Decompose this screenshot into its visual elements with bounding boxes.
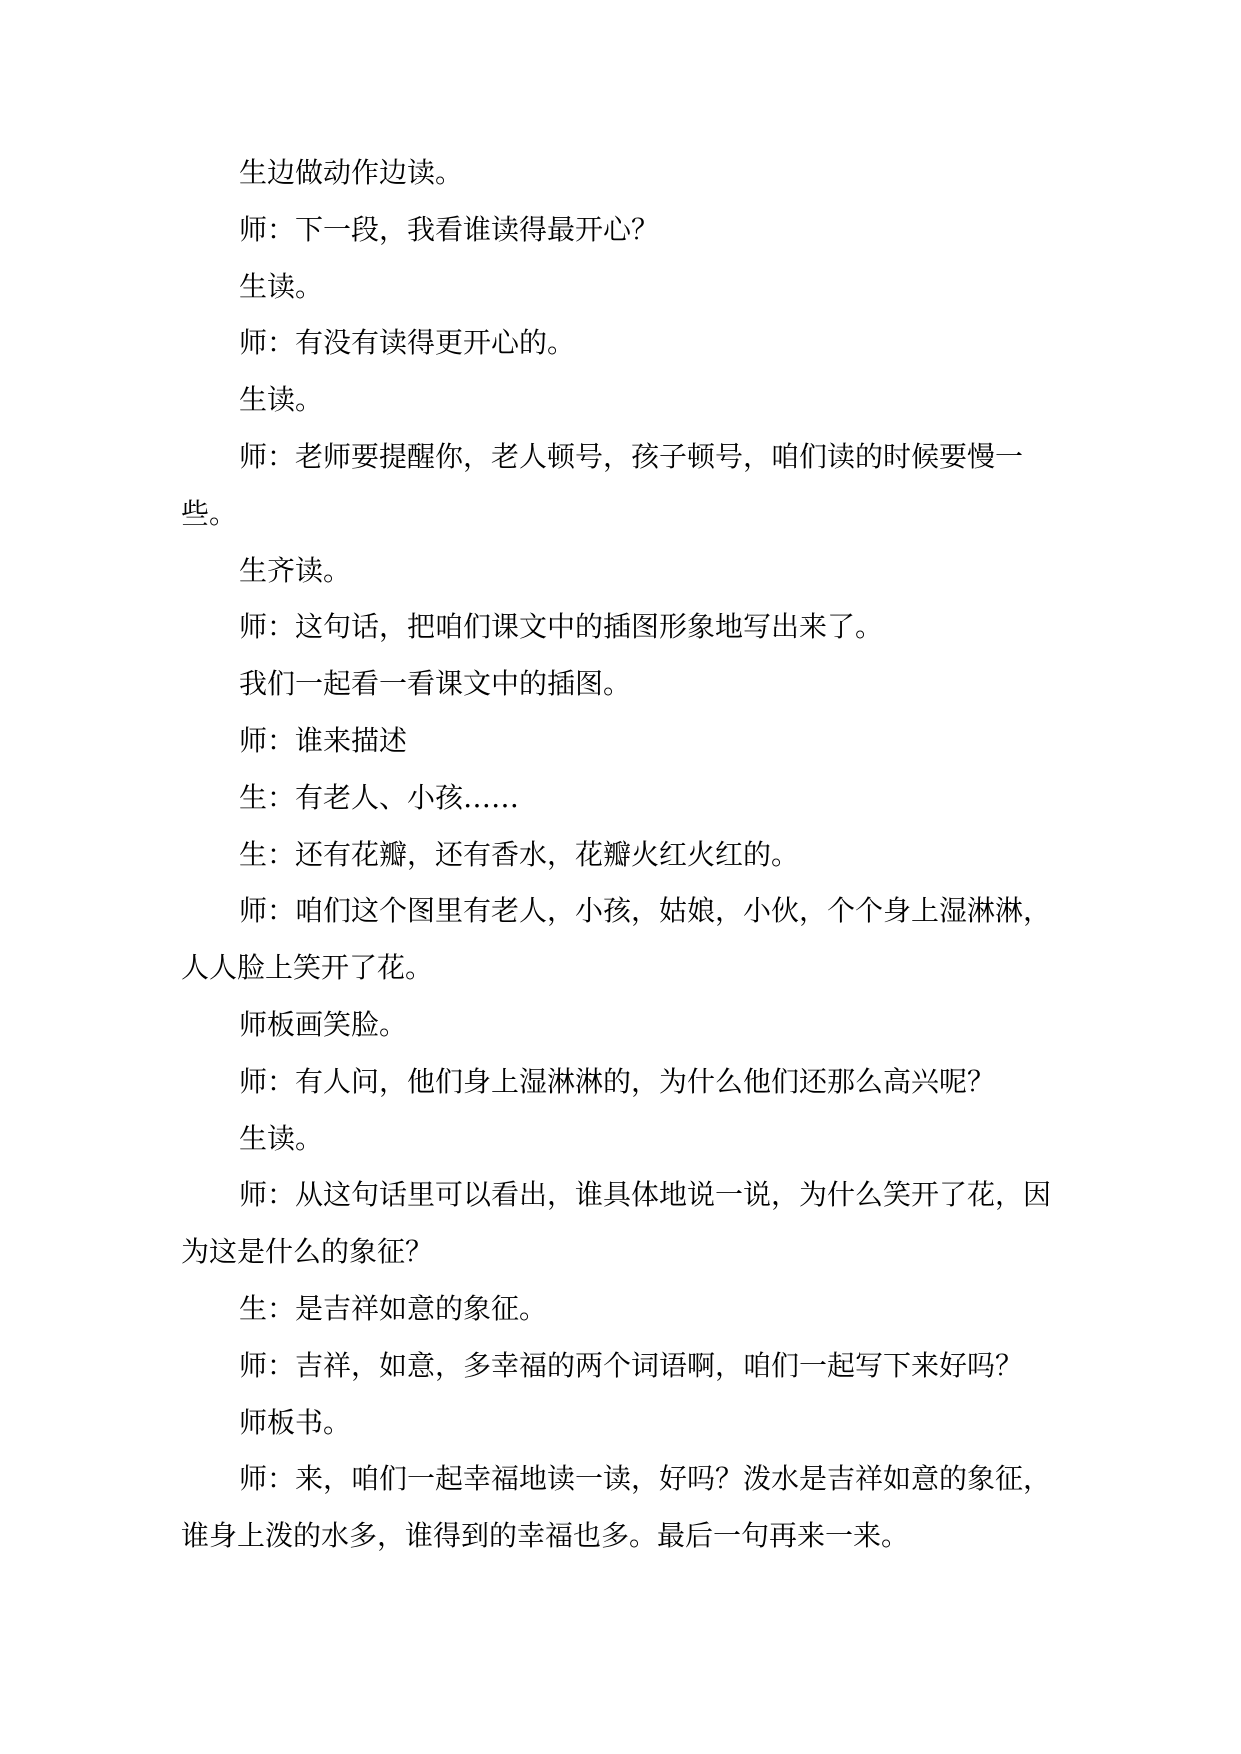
paragraph: 生：是吉祥如意的象征。 <box>239 1291 548 1325</box>
paragraph: 生边做动作边读。 <box>239 156 464 189</box>
paragraph: 师：谁来描述 <box>239 723 408 757</box>
paragraph: 师：咱们这个图里有老人，小孩，姑娘，小伙，个个身上湿淋淋，人人脸上笑开了花。 <box>181 894 1052 985</box>
paragraph: 师：有人问，他们身上湿淋淋的，为什么他们还那么高兴呢？ <box>239 1064 996 1098</box>
paragraph: 我们一起看一看课文中的插图。 <box>239 667 632 701</box>
paragraph: 生读。 <box>239 269 324 303</box>
paragraph: 师：下一段，我看谁读得最开心？ <box>239 212 660 246</box>
paragraph: 生读。 <box>239 383 324 417</box>
paragraph: 师：这句话，把咱们课文中的插图形象地写出来了。 <box>239 610 884 644</box>
paragraph: 生：有老人、小孩…… <box>239 780 520 814</box>
paragraph: 生齐读。 <box>239 553 352 587</box>
paragraph: 生读。 <box>239 1121 324 1155</box>
paragraph: 师：老师要提醒你，老人顿号，孩子顿号，咱们读的时候要慢一些。 <box>181 439 1024 530</box>
paragraph: 师：从这句话里可以看出，谁具体地说一说，为什么笑开了花，因为这是什么的象征？ <box>181 1178 1052 1269</box>
paragraph: 师板画笑脸。 <box>239 1007 408 1041</box>
paragraph: 师：吉祥，如意，多幸福的两个词语啊，咱们一起写下来好吗？ <box>239 1348 1024 1382</box>
paragraph: 师：来，咱们一起幸福地读一读，好吗？泼水是吉祥如意的象征，谁身上泼的水多，谁得到的幸福也多。最后一句再来一来。 <box>181 1462 1052 1553</box>
paragraph: 师：有没有读得更开心的。 <box>239 326 576 360</box>
document-body <box>181 145 1061 1565</box>
paragraph: 生：还有花瓣，还有香水，花瓣火红火红的。 <box>239 837 800 871</box>
paragraph: 师板书。 <box>239 1405 352 1439</box>
